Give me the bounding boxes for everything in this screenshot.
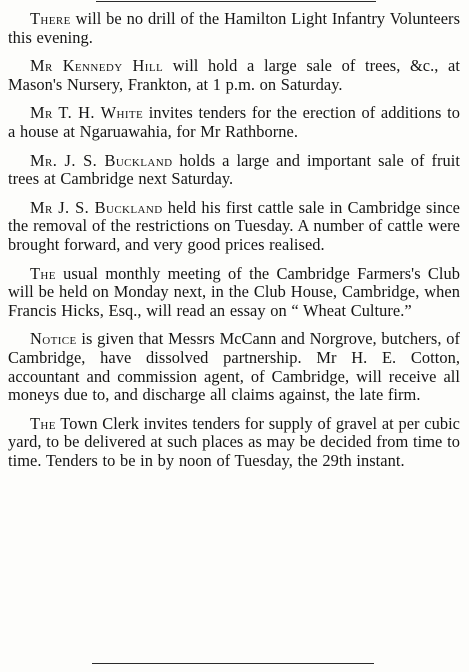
- notice-lead: Mr Kennedy Hill: [30, 56, 164, 76]
- notice-text: will hold a large sale of trees, &c., at Mason's Nursery, Frankton, at 1 p.m. on Saturday.: [8, 56, 460, 94]
- top-rule: [96, 1, 376, 2]
- notice-text: will be no drill of the Hamilton Light Infantry Volunteers this evening.: [8, 9, 460, 47]
- notice-text: is given that Messrs McCann and Norgrove, butchers, of Cambridge, have dissolved partnership. Mr H. E. Cotton, accountant and commission agent, of Cambridge, will receive all moneys due to, and discharge all claims against, the late firm.: [8, 329, 460, 405]
- notice-text: invites tenders for the erection of additions to a house at Ngaruawahia, for Mr Rathborne.: [8, 103, 460, 141]
- notice-paragraph: [8, 330, 460, 404]
- notice-paragraph: [8, 57, 460, 94]
- news-column: [8, 10, 460, 480]
- notice-lead: Notice: [30, 329, 77, 349]
- notice-text: held his first cattle sale in Cambridge since the removal of the restrictions on Tuesday. A number of cattle were brought forward, and very good prices realised.: [8, 197, 460, 254]
- notice-lead: Mr. J. S. Buckland: [30, 150, 173, 170]
- notice-paragraph: [8, 104, 460, 141]
- notice-lead: The: [30, 263, 56, 283]
- notice-lead: There: [30, 9, 71, 28]
- notice-lead: Mr T. H. White: [30, 103, 144, 123]
- notice-lead: Mr J. S. Buckland: [30, 197, 163, 217]
- notice-text: usual monthly meeting of the Cambridge Farmers's Club will be held on Monday next, in the Club House, Cambridge, when Francis Hicks, Esq., will read an essay on “ Wheat Culture.”: [8, 263, 460, 320]
- notice-text: Town Clerk invites tenders for supply of gravel at per cubic yard, to be delivered at such places as may be decided from time to time. Tenders to be in by noon of Tuesday, the 29th instant.: [8, 413, 460, 470]
- notice-lead: The: [30, 413, 56, 433]
- notice-paragraph: [8, 10, 460, 47]
- notice-paragraph: [8, 265, 460, 321]
- notice-paragraph: [8, 152, 460, 189]
- notice-paragraph: [8, 199, 460, 255]
- bottom-rule: [92, 663, 374, 664]
- notice-text: holds a large and important sale of fruit trees at Cambridge next Saturday.: [8, 150, 461, 189]
- notice-paragraph: [8, 415, 460, 471]
